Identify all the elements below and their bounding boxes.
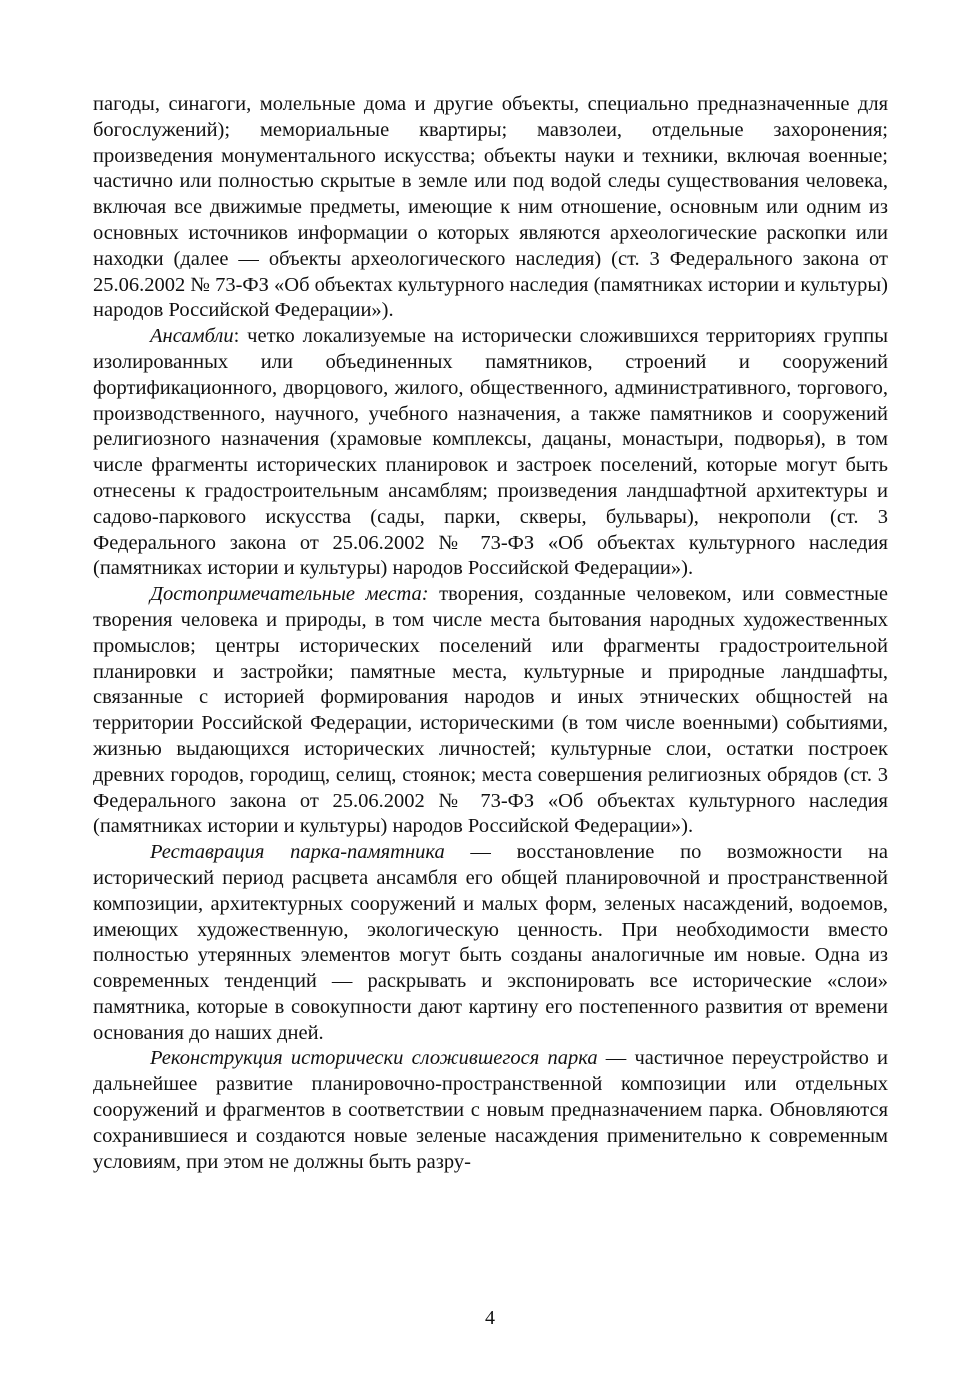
term-ensembles: Ансамбли: [150, 325, 234, 348]
paragraph-continuation: [93, 92, 888, 324]
term-landmarks: Достопримечательные места:: [150, 583, 429, 606]
paragraph-text: : четко локализуемые на исторически сложившихся территориях группы изолированных или объединенных памятников, строений и сооружений фортификационного, дворцового, жилого, общественного, административного, торгового, производственного, научного, учебного назначения, а также памятников и сооружений религиозного назначения (храмовые комплексы, дацаны, монастыри, подворья), в том числе фрагменты исторических планировок и застроек поселений, которые могут быть отнесены к градостроительным ансамблям; произведения ландшафтной архитектуры и садово-паркового искусства (сады, парки, скверы, бульвары), некрополи (ст. 3 Федерального закона от 25.06.2002 № 73-ФЗ «Об объектах культурного наследия (памятниках истории и культуры) народов Российской Федерации»).: [93, 325, 888, 580]
paragraph-text: пагоды, синагоги, молельные дома и другие объекты, специально предназначенные для богослужений); мемориальные квартиры; мавзолеи, отдельные захоронения; произведения монументального искусства; объекты науки и техники, включая военные; частично или полностью скрытые в земле или под водой следы существования человека, включая все движимые предметы, имеющие к ним отношение, основным или одним из основных источников информации о которых являются археологические раскопки или находки (далее — объекты археологического наследия) (ст. 3 Федерального закона от 25.06.2002 № 73-ФЗ «Об объектах культурного наследия (памятниках истории и культуры) народов Российской Федерации»).: [93, 93, 888, 322]
document-page: [93, 92, 888, 1175]
term-reconstruction: Реконструкция исторически сложившегося парка: [150, 1047, 598, 1070]
paragraph-landmarks: [93, 582, 888, 840]
paragraph-text: — восстановление по возможности на исторический период расцвета ансамбля его общей планировочной и пространственной композиции, архитектурных сооружений и малых форм, зеленых насаждений, водоемов, имеющих художественную, экологическую ценность. При необходимости вместо полностью утерянных элементов могут быть созданы аналогичные им новые. Одна из современных тенденций — раскрывать и экспонировать все исторические «слои» памятника, которые в совокупности дают картину его постепенного развития от времени основания до наших дней.: [93, 841, 889, 1044]
paragraph-ensembles: [93, 324, 888, 582]
paragraph-reconstruction: [93, 1046, 888, 1175]
paragraph-text: творения, созданные человеком, или совместные творения человека и природы, в том числе места бытования народных художественных промыслов; центры исторических поселений или фрагменты градостроительной планировки и застройки; памятные места, культурные и природные ландшафты, связанные с историей формирования народов и иных этнических общностей на территории Российской Федерации, историческими (в том числе военными) событиями, жизнью выдающихся исторических личностей; культурные слои, остатки построек древних городов, городищ, селищ, стоянок; места совершения религиозных обрядов (ст. 3 Федерального закона от 25.06.2002 № 73-ФЗ «Об объектах культурного наследия (памятниках истории и культуры) народов Российской Федерации»).: [93, 583, 888, 838]
paragraph-text: — частичное переустройство и дальнейшее развитие планировочно-пространственной композиции или отдельных сооружений и фрагментов в соответствии с новым предназначением парка. Обновляются сохранившиеся и создаются новые зеленые насаждения применительно к современным условиям, при этом не должны быть разру-: [93, 1047, 888, 1173]
page-number: 4: [485, 1307, 495, 1329]
paragraph-restoration: [93, 840, 888, 1046]
term-restoration: Реставрация парка-памятника: [150, 841, 445, 864]
